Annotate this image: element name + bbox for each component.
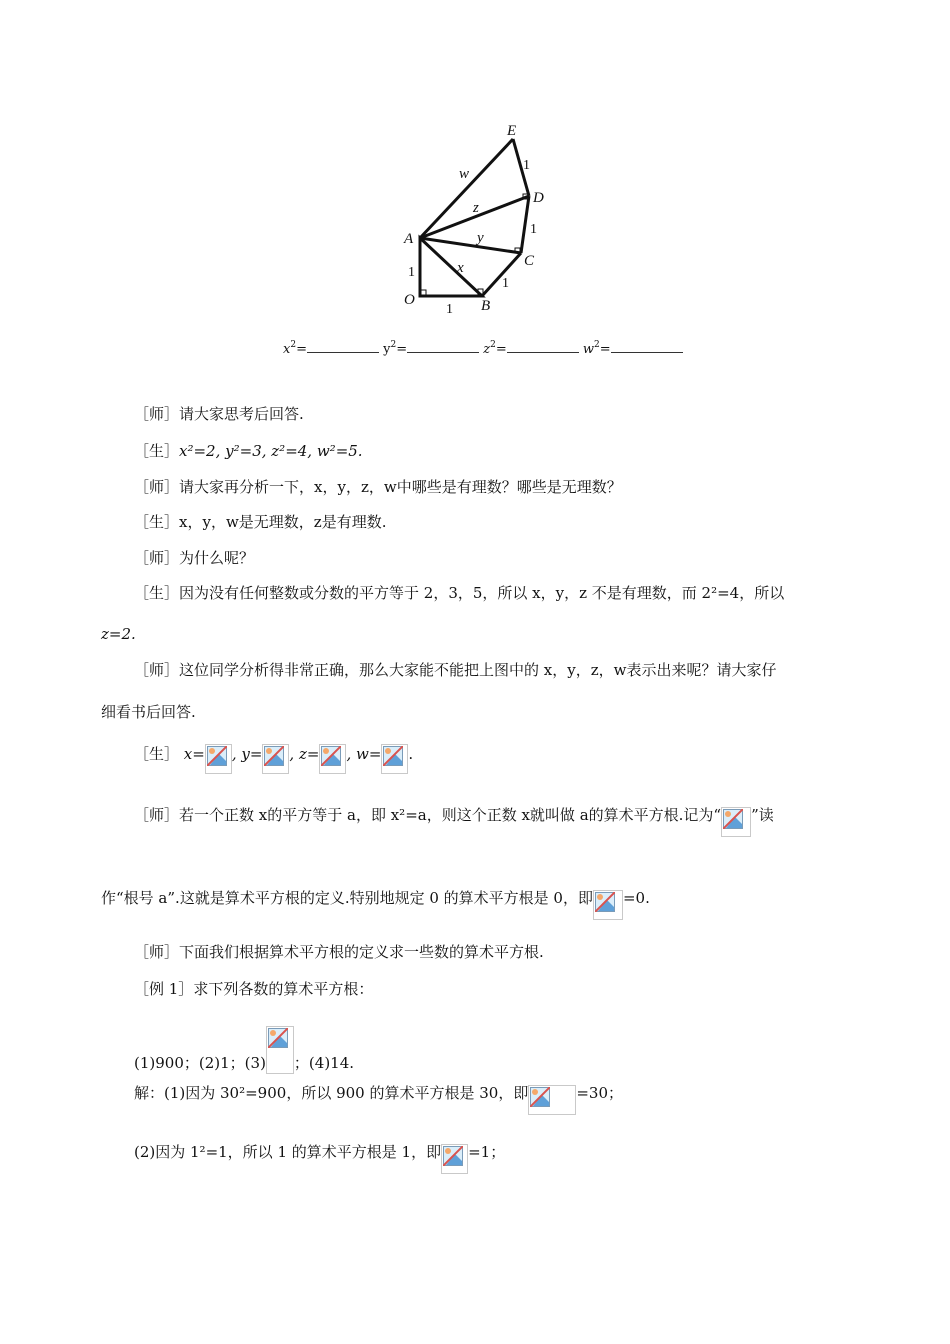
fill-z-sup: 2 [490,340,496,350]
label-w: w [459,166,470,182]
label-O: O [404,292,415,308]
blank-x[interactable] [307,338,379,353]
broken-image-icon [268,1028,288,1048]
broken-image-icon [383,746,403,766]
blank-z[interactable] [507,338,579,353]
blank-y[interactable] [407,338,479,353]
line-text: 解：(1)因为 30²=900，所以 900 的算术平方根是 30，即 [134,1084,529,1102]
z-eq: , z= [289,745,320,763]
line-text: 细看书后回答. [101,703,196,721]
role-tag: ［生］ [134,442,180,460]
role-tag: ［师］ [134,806,180,824]
fill-w-var: w [582,342,595,357]
line-end: . [408,745,414,763]
formula-image [262,744,289,774]
line-9 [101,702,196,722]
line-text: 请大家再分析一下，x，y，z，w中哪些是有理数？哪些是无理数？ [179,478,622,496]
line-text: 求下列各数的算术平方根： [193,980,374,998]
role-tag: ［师］ [134,661,180,679]
broken-image-icon [723,809,743,829]
line-16 [134,1079,623,1109]
segment-AE [420,139,513,238]
fill-y-var: y [383,342,391,357]
line-5 [134,548,254,568]
label-A: A [404,231,414,247]
line-10 [134,740,413,770]
w-eq: , w= [346,745,382,763]
broken-image-icon [595,892,615,912]
line-text: (2)因为 1²=1，所以 1 的算术平方根是 1，即 [134,1143,442,1161]
broken-image-icon [207,746,227,766]
formula-image [528,1085,576,1115]
line-text: (1)900；(2)1；(3) [134,1054,266,1072]
line-8 [134,660,776,680]
fill-in-line [283,338,683,360]
formula-image [205,744,232,774]
line-text: 为什么呢？ [179,549,255,567]
role-tag: ［生］ [134,584,180,602]
role-tag: ［师］ [134,405,180,423]
line-6 [134,583,784,603]
fill-x-eq: = [296,342,307,357]
blank-w[interactable] [611,338,683,353]
segment-CD [521,196,529,253]
label-y: y [477,230,484,246]
fill-w-sup: 2 [594,340,600,350]
broken-image-icon [530,1087,550,1107]
label-CB-1: 1 [502,276,509,291]
label-B: B [481,298,491,314]
label-OB-1: 1 [446,302,453,317]
role-tag: ［师］ [134,549,180,567]
line-text: 若一个正数 x的平方等于 a，即 x²=a，则这个正数 x就叫做 a的算术平方根.记为“ [179,806,722,824]
line-3 [134,477,622,497]
fill-z-var: z [483,342,491,357]
label-E: E [507,123,517,139]
label-x: x [457,260,464,276]
fill-y-eq: = [396,342,408,357]
fill-x-sup: 2 [290,340,297,350]
x-eq: x= [183,745,205,763]
line-12 [101,884,650,914]
line-15 [134,1026,354,1074]
line-text: 下面我们根据算术平方根的定义求一些数的算术平方根. [179,943,544,961]
role-tag: ［生］ [134,513,180,531]
line-4 [134,512,386,532]
line-end: =30； [576,1084,623,1102]
line-2 [134,441,363,461]
line-end: =1； [468,1143,506,1161]
broken-image-icon [321,746,341,766]
line-14 [134,979,373,999]
fill-z-eq: = [495,342,507,357]
right-angle-O [421,290,426,295]
formula-image [721,807,751,837]
role-tag: ［生］ [134,745,180,763]
line-end: =0. [622,889,650,907]
formula-image [441,1144,468,1174]
broken-image-icon [443,1146,463,1166]
broken-image-icon [264,746,284,766]
formula-image [381,744,408,774]
label-DC-1: 1 [530,222,537,237]
formula-image [266,1026,294,1074]
label-ED-1: 1 [523,158,530,173]
line-end: ”读 [751,806,774,824]
label-z: z [473,200,479,216]
line-11 [134,801,774,831]
spiral-triangle-diagram [395,118,565,318]
line-17 [134,1138,505,1168]
line-1 [134,404,304,424]
role-tag: ［师］ [134,943,180,961]
role-tag: ［师］ [134,478,180,496]
line-text: 作“根号 a”.这就是算术平方根的定义.特别地规定 0 的算术平方根是 0，即 [101,889,593,907]
line-end: ；(4)14. [293,1054,355,1072]
fill-w-eq: = [599,342,611,357]
fill-x-var: x [283,342,291,357]
line-text: 这位同学分析得非常正确，那么大家能不能把上图中的 x，y，z，w表示出来呢？请大家仔 [179,661,777,679]
label-AO-1: 1 [408,265,415,280]
line-text: x²=2, y²=3, z²=4, w²=5. [179,442,363,460]
line-text: x，y，w是无理数，z是有理数. [179,513,387,531]
line-text: z=2. [101,625,136,643]
line-text: 因为没有任何整数或分数的平方等于 2，3，5，所以 x，y，z 不是有理数，而 2²=4，所以 [179,584,785,602]
formula-image [593,890,623,920]
line-7 [101,624,136,644]
formula-image [319,744,346,774]
line-text: 请大家思考后回答. [179,405,304,423]
line-13 [134,942,544,962]
label-D: D [533,190,544,206]
y-eq: , y= [231,745,263,763]
label-C: C [524,253,535,269]
example-tag: ［例 1］ [134,980,194,998]
fill-y-sup: 2 [390,340,397,350]
